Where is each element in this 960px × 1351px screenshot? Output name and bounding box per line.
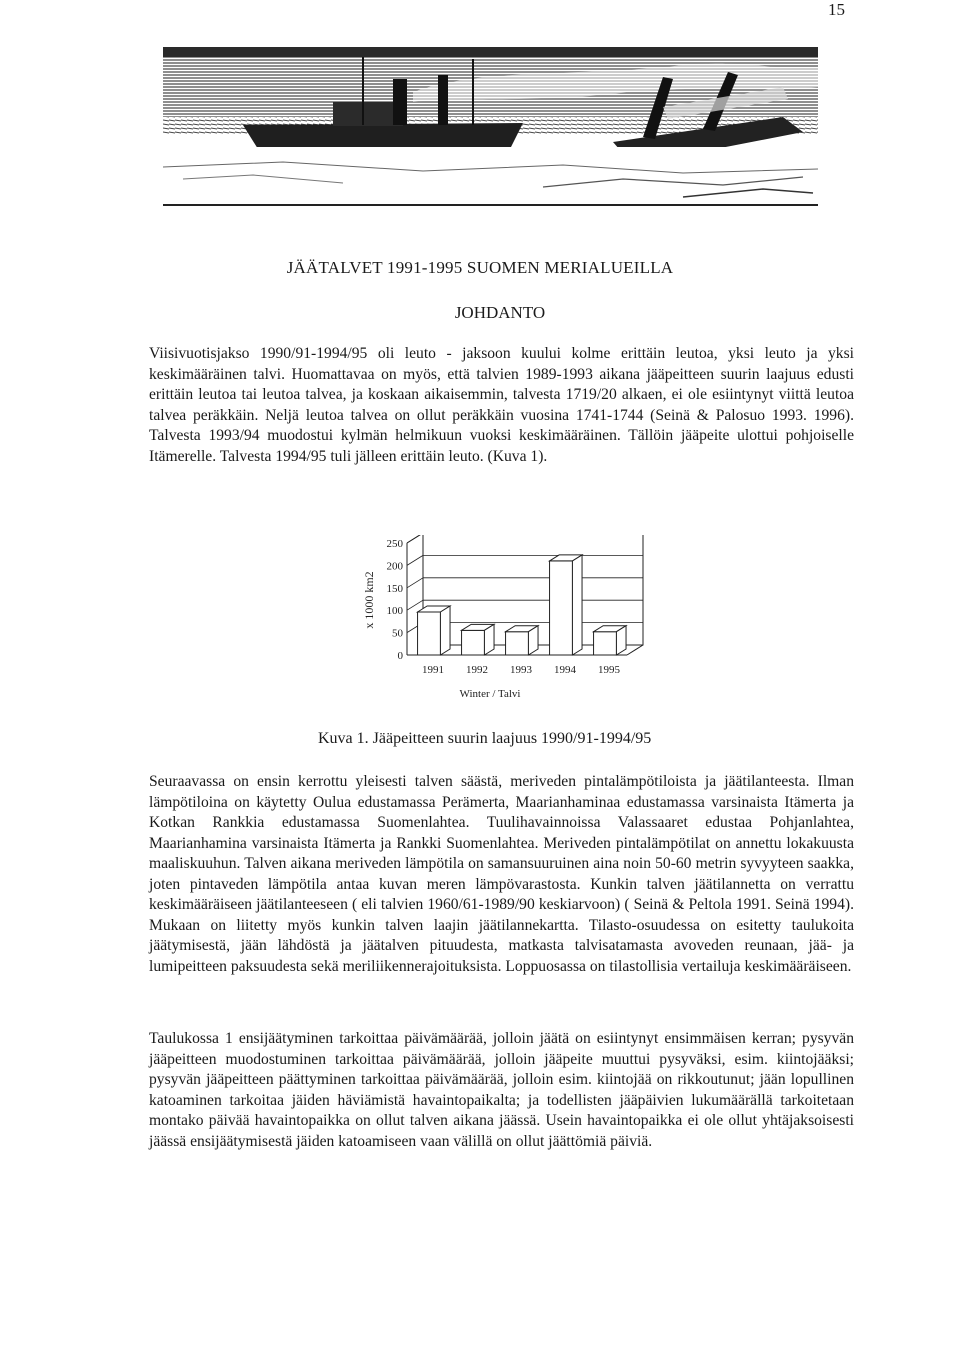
axis-corner [407,535,423,543]
page-number: 15 [828,0,845,19]
x-tick-label: 1994 [554,664,576,676]
x-axis-label: Winter / Talvi [459,688,521,700]
bar-side [440,606,450,655]
y-tick-label: 200 [386,560,403,573]
bar [506,632,529,655]
x-tick-label: 1991 [422,664,444,676]
intro-paragraph: Viisivuotisjakso 1990/91-1994/95 oli leuto - jaksoon kuului kolme erittäin leutoa, yksi leuto ja yksi keskimääräinen talvi. Huomattavaa on myös, että talvien 1989-1993 aikana jääpeitteen suurin laajuus edusti erittäin leutoa tai leutoa talvea, ja koskaan aikaisemmin, talvesta 1719/20 alkaen, ei ole esiintynyt viittä leutoa talvea peräkkäin. Neljä leutoa talvea on ollut peräkkäin vuosina 1741-1744 (Seinä & Palosuo 1993. 1996). Talvesta 1993/94 muodostui kylmän helmikuun vuoksi keskimääräinen. Tällöin jääpeite ulottui pohjoiselle Itämerelle. Talvesta 1994/95 tuli jälleen erittäin leuto. (Kuva 1). [149,345,854,465]
y-tick-label: 150 [386,582,403,595]
ice-extent-chart [355,535,655,715]
bar [462,630,485,655]
x-tick-label: 1992 [466,664,488,676]
gridline-side [407,555,423,565]
y-tick-label: 250 [386,538,403,550]
bar [418,612,441,655]
y-axis-label: x 1000 km2 [362,571,376,629]
bar [594,632,617,655]
ship-in-ice-illustration [163,47,818,209]
bar [550,561,573,655]
floor-edge [627,645,643,655]
bar-side [572,555,582,655]
x-tick-label: 1993 [510,664,532,676]
gridline-side [407,578,423,588]
figure-caption: Kuva 1. Jääpeitteen suurin laajuus 1990/91-1994/95 [318,730,652,747]
y-tick-label: 50 [392,627,403,640]
x-tick-label: 1995 [598,664,620,676]
method-paragraph: Seuraavassa on ensin kerrottu yleisesti talven säästä, meriveden pintalämpötiloista ja jäätilanteesta. Ilman lämpötiloina on käytetty Oulua edustamassa Perämerta, Maarianhaminaa edustamassa varsinaista Itämerta ja Kotkan Rankkia edustamassa Suomenlahtea. Tuulihavainnoissa Valassaaret edustaa Pohjanlahtea, Maarianhamina varsinaista Itämerta ja Rankki Suomenlahtea. Meriveden pintalämpötilat on annettu lokakuusta maaliskuuhun. Talven aikana meriveden lämpötila on samansuuruinen aina noin 50-60 metrin syvyyteen saakka, joten pintaveden lämpötila antaa kuvan meren lämpövarastosta. Kunkin talven jäätilannetta on verrattu keskimääräiseen jäätilanteeseen ( eli talvien 1960/61-1989/90 keskiarvoon) ( Seinä & Peltola 1991. Seinä 1994). Mukaan on liitetty myös kunkin talven laajin jäätilannekartta. Tilasto-osuudessa on esitetty taulukoita jäätymisestä, jään lähdöstä ja jäätalven pituudesta, matkasta talvisatamasta avoveden reunaan, jää- ja lumipeitteen paksuudesta sekä meriliikennerajoituksista. Loppuosassa on tilastollisia vertailuja keskimääräiseen. [149,773,854,975]
table-explanation-paragraph: Taulukossa 1 ensijäätyminen tarkoittaa päivämäärää, jolloin jäätä on esiintynyt ensimmäisen kerran; pysyvän jääpeitteen muodostuminen tarkoittaa päivämäärää, jolloin jääpeite muuttui pysyväksi, esim. kiintojääksi; pysyvän jääpeitteen päättyminen tarkoittaa päivämäärää, jolloin esim. kiintojää on rikkoutunut; jään lopullinen katoaminen tarkoitaa jäiden häviämistä havaintopaikalta; ja todellisten jääpäivien lukumäärällä tarkoitetaan montako päivää havaintopaikka on ollut talven aikana jäässä. Usein havaintopaikka ei ole ollut yhtäjaksoisesti jäässä ensijäätymisestä jäiden katoamiseen vaan välillä on ollut jäättömiä päiviä. [149,1030,854,1150]
y-tick-label: 0 [397,650,403,662]
bar-side [484,624,494,655]
gridline-side [407,600,423,610]
y-tick-label: 100 [386,605,403,618]
document-title: JÄÄTALVET 1991-1995 SUOMEN MERIALUEILLA [286,258,674,277]
section-heading: JOHDANTO [454,303,546,322]
